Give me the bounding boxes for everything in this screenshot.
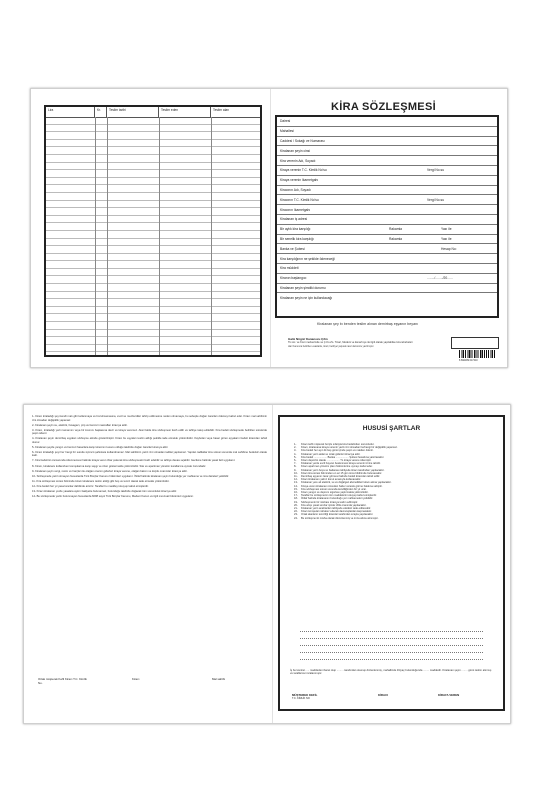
term-paragraph: 11- Kira sözleşmesi süresi bitiminde kiracı kiralananı teslim aldığı gibi boş ve temiz olarak iade etmekle yükümlüdür. (32, 479, 170, 483)
special-term-text: Kiracı kira süresi bitiminden en az 15 gün önce bildirimde bulunacaktır. (301, 471, 383, 475)
form-row-label: Kiralanan iş adresi (280, 217, 308, 222)
term-paragraph: 1- Kiracı kiraladığı şeyi kendi malı gibi kullanmaya ve bozulmamasına, evcil ve mecburdiler tahrip edilmesine neden olmamaya, bu sebeple doğan zararları ödemeyi kabul eder. Kiracı mal sahibinin izni olmadan değişiklik yapamaz. (32, 415, 267, 422)
witness-guarantor (292, 693, 317, 700)
special-terms-list (294, 443, 495, 520)
inventory-caption: Kiralanan şey bı benden teslim alınan demirbaş eşyanın beyanı (317, 322, 419, 326)
special-term-number: 22- (294, 510, 298, 514)
form-row (277, 156, 497, 166)
contract-back-sheet (23, 404, 511, 724)
term-paragraph: 12- Kira bedeli her yıl yasal oranlar dahilinde artırılır. Taraflar bu maddeyi okuyup kabul etmişlerdir. (32, 484, 149, 488)
special-term-text: Kiralanan yerin anahtarları tahliyede eksiksiz iade edilecektir. (301, 507, 371, 511)
form-row (277, 127, 497, 137)
term-paragraph: 8- Kiracı, kiralananı kullanırken komşularına karşı saygı ve özen göstermekle yükümlüdür. Site ve apartman yönetim kurallarına uymak zorundadır. (32, 464, 207, 468)
form-row-label: Dairesi (280, 119, 291, 124)
fold-line (272, 405, 273, 723)
term-paragraph: 10- Sözleşmede yazılı olmayan hususlarda Türk Borçlar Kanunu hükümleri uygulanır. İhtilaf halinde kiralanan şeyin bulunduğu yer mahkeme ve icra daireleri yetkilidir. (32, 474, 229, 478)
ledger-row (46, 299, 260, 307)
ledger-row (46, 216, 260, 224)
form-row-label: Kiracının T.C. Kimlik No'su (280, 197, 319, 202)
special-term-text: Ortak alanların temizliği kiracılar tarafından sırayla yapılacaktır. (301, 513, 374, 517)
form-row (277, 274, 497, 284)
ledger-header-deliverer: Teslim eden (159, 107, 211, 117)
blank-line (300, 645, 483, 647)
ledger-row (46, 239, 260, 247)
form-row-extra2: Yazı ile (441, 227, 452, 232)
special-term-number: 24- (294, 516, 298, 520)
special-term-text: Kira bedeli her ayın ilk beş günü içinde peşin ve nakden ödenir. (301, 449, 374, 453)
ledger-row (46, 337, 260, 345)
special-term-text: Kiracı komşuları rahatsız edecek davranışlardan kaçınacaktır. (301, 510, 372, 514)
ledger-row (46, 261, 260, 269)
blank-line (300, 652, 483, 654)
special-term-number: 16- (294, 491, 298, 495)
form-row (277, 254, 497, 264)
special-term-text: Sözleşmenin bir nüshası kiracıya teslim edilmiştir. (301, 500, 358, 504)
form-row (277, 137, 497, 147)
ledger-row (46, 201, 260, 209)
form-row-label: Kiracının İkametgahı (280, 207, 311, 212)
term-paragraph: 13- Kiracı kiralanan yerde yasalara aykırı faaliyette bulunamaz, bulunduğu takdirde doğacak tüm sorumluluk kiracıya aittir. (32, 489, 177, 493)
ledger-row (46, 292, 260, 300)
ledger-row (46, 307, 260, 315)
form-row-label: Kiralanan şeyin cinsi (280, 148, 311, 153)
form-row-extra2: Hesap No: (441, 246, 457, 251)
payment-ledger-table (44, 105, 262, 357)
ledger-row (46, 140, 260, 148)
form-row-label: Kira karşılığının ne şekilde ödeneceği (280, 256, 335, 261)
witness-tenant: KİRACI (378, 693, 388, 697)
form-row (277, 195, 497, 205)
term-paragraph: 3- Kiracı, kiraladığı yerin tamamını veya bir kısmını başkasına devir ve kiraya veremez. Aksi halde kira sözleşmesi fesih edilir ve tahliye talep edilebilir. Kira bedeli sözleşmede belirtilen sürelerde peşin ödenir. (32, 428, 267, 436)
ledger-header-lira: Lira (46, 107, 95, 117)
special-term-number: 12- (294, 478, 298, 482)
barcode-number: 8 692189 017410 (459, 358, 478, 362)
form-row (277, 186, 497, 196)
ledger-row (46, 125, 260, 133)
form-row-label: Kiralanan şeyin ne için kullanılacağı (280, 296, 333, 301)
form-row-label: Banka ve Şubesi (280, 246, 305, 251)
special-term-number: 2- (294, 446, 297, 450)
publisher-sub: Tic.sic. ve Kont merkezinde ve Ç.Ko.Zo. Ticari, Medeni ve Esnaf üye ile ilgili olarak yapılabilse kira iebeheleri (288, 341, 413, 344)
form-row-extra2: Yazı ile (441, 236, 452, 241)
term-paragraph: 4- Kiralanan şeyin demirbaş eşyaları sözleşme ekinde gösterilmiştir. Kiracı bu eşyaları teslim aldığı şekilde iade etmekle yükümlüdür. Kaybolan veya hasar gören eşyaların bedeli kiracıdan tahsil olunur. (32, 437, 267, 444)
witness-guarantor-title: MÜŞTEREK KEFİL (292, 693, 318, 697)
special-term-number: 5- (294, 455, 297, 459)
form-row-label: Kira müddeti (280, 266, 299, 271)
ledger-row (46, 178, 260, 186)
special-term-text: Kiracı apartman yönetim planı hükümlerine uymayı kabul eder. (301, 465, 373, 469)
special-term-number: 17- (294, 494, 298, 498)
blank-line (300, 638, 483, 640)
special-term-number: 23- (294, 513, 298, 517)
term-paragraph: 5- Kiralanan şeyde yangın ve benzeri hasarlara karşı kiracının kusuru olduğu takdirde doğan zararlar kiracıya aittir. (32, 445, 169, 449)
special-term-text: Kiracı kiralananı yalnız konut amacıyla kullanacaktır. (301, 478, 362, 482)
ledger-header-kr: Kr. (95, 107, 107, 117)
signature-tenant: Kiracı (132, 677, 140, 681)
stamp-box (451, 337, 499, 349)
closing-statement: İş bu kontrat ..... maddeden ibaret olup ......... tarafından okunup düzenlenmiş, mahallinde ihtiyaç bulunduğunda ........ maddedir. Kiralanan şeyin ........ günü teslim alınmış ve taraflarca imzalanmıştır. (290, 669, 492, 676)
term-paragraph: 6- Kiracı kiraladığı şeyi her hangi bir suretle üçüncü şahıslara kullandıramaz. Mal sahibinin yazılı izni olmadan tadilat yapılamaz. Yapılan tadilatlar kira süresi sonunda mal sahibine bedelsiz olarak kalır. (32, 450, 267, 458)
publisher-block (275, 334, 499, 360)
form-row-label: Kiraya verenin İkametgahı (280, 178, 319, 183)
form-row-label: Bir senelik kira karşılığı (280, 236, 314, 241)
ledger-row (46, 155, 260, 163)
special-term-number: 7- (294, 462, 297, 466)
special-term-text: İhtilaf halinde kiralananın bulunduğu yer mahkemeleri yetkilidir. (301, 497, 374, 501)
special-term-text: Kiracı depozito olarak .................. TL kiraya verene ödemiştir. (301, 459, 372, 463)
special-term-number: 3- (294, 449, 297, 453)
ledger-row (46, 193, 260, 201)
ledger-row (46, 185, 260, 193)
form-row-extra: ......../......../20...... (427, 276, 453, 281)
special-term-number: 1- (294, 443, 297, 446)
form-row-label: Kiranın başlangıcı (280, 276, 307, 281)
ledger-row (46, 345, 260, 353)
ledger-row (46, 163, 260, 171)
form-row-label: Kiracının Adı, Soyadı (280, 187, 311, 192)
special-term-text: Kiralanan yere ait elektrik, su ve doğalgaz abonelikleri kiracı adına yapılacaktır. (301, 481, 392, 485)
form-row-extra: Vergi No.su (427, 197, 445, 202)
ledger-row (46, 254, 260, 262)
form-row (277, 235, 497, 245)
form-row (277, 284, 497, 294)
special-terms-box (278, 415, 505, 711)
special-term-number: 19- (294, 500, 298, 504)
blank-line (300, 659, 483, 661)
special-term-number: 9- (294, 468, 297, 472)
form-row (277, 146, 497, 156)
ledger-row (46, 117, 260, 125)
special-term-number: 4- (294, 452, 297, 456)
special-terms-title: HUSUSİ ŞARTLAR (362, 425, 421, 432)
blank-line (300, 631, 483, 633)
ledger-row (46, 231, 260, 239)
term-paragraph: 9- Kiralanan şeyin vergi, resim ve harçları ile olağan onarım giderleri kiraya verene, olağan bakım ve küçük onarımlar kiracıya aittir. (32, 469, 188, 473)
ledger-row (46, 314, 260, 322)
special-term-text: Kira sözleşmesi süresi sonunda kendiliğinden bir yıl uzar. (301, 487, 367, 491)
term-paragraph: 14- Bu sözleşmede yazılı bulunmayan hususlarda 6098 sayılı Türk Borçlar Kanunu, Medeni Kanun ve ilgili mevzuat hükümleri uygulanır. (32, 494, 194, 498)
special-term-text: Kira bedeli .................. Banka .................. Şubesi hesabına yatırılacaktır. (301, 455, 385, 459)
witness-guarantor-id: T.C. KİMLİK NO (292, 697, 310, 700)
special-term-text: Kiralanan yerde evcil hayvan beslenmesi kiraya verenin iznine tabidir. (301, 462, 381, 466)
special-term-text: Kiracı, kiralanana kiraya verenin yazılı izni olmadan herhangi bir değişiklik yapamaz. (301, 446, 398, 450)
special-term-number: 13- (294, 481, 298, 485)
ledger-header-receiver: Teslim alan (213, 108, 229, 112)
ledger-row (46, 170, 260, 178)
form-row-label: Caddesi / Sokağı ve Numarası (280, 138, 325, 143)
special-term-number: 11- (294, 475, 298, 479)
special-term-number: 18- (294, 497, 298, 501)
form-row (277, 264, 497, 274)
form-row (277, 244, 497, 254)
special-term-number: 8- (294, 465, 297, 469)
special-term-text: Kiracı kefil müşterek borçlu sıfatıyla kira bedelinden sorumludur. (301, 443, 375, 446)
form-row-label: Bir aylık kira karşılığı (280, 227, 311, 232)
witness-landlord: KİRAYA VEREN (438, 693, 460, 697)
ledger-row (46, 269, 260, 277)
special-term-number: 14- (294, 484, 298, 488)
ledger-row (46, 246, 260, 254)
signature-guarantor: Ortak müşterek Kefil Kiracı T.C. Kimlik No. (38, 677, 87, 685)
special-term-number: 15- (294, 487, 298, 491)
contract-form-table (275, 115, 499, 318)
special-term-number: 6- (294, 459, 297, 463)
ledger-header-date: Teslim tarihi (107, 107, 159, 117)
special-term-text: Demirbaş eşyanın zarar görmesi halinde bedeli kiracıdan tahsil edilir. (301, 475, 381, 479)
form-row (277, 293, 497, 303)
fold-line (270, 89, 271, 367)
form-row-extra: Rakamla (389, 236, 403, 241)
term-paragraph: 7- Kira bedelinin zamanında ödenmemesi halinde kiraya veren ihtar çekerek kira sözleşmesini fesih edebilir ve tahliye davası açabilir. Gecikme halinde yasal faiz uygulanır. (32, 459, 236, 463)
barcode-icon (459, 350, 495, 358)
form-row (277, 225, 497, 235)
form-row-label: Kiralanan şeyin şimdiki durumu (280, 285, 326, 290)
general-terms (32, 415, 267, 713)
ledger-row (46, 208, 260, 216)
special-term-item (294, 517, 495, 520)
special-term-text: Kiraya veren kiralananı önceden haber vererek görme hakkına sahiptir. (301, 484, 383, 488)
special-term-text: Kiralanan yerin boya ve badanası tahliyede kiracı tarafından yapılacaktır. (301, 468, 385, 472)
form-row-label: Mahallesi (280, 129, 294, 134)
special-term-text: Kiralanan yerin aidat ve ortak giderleri kiracıya aittir. (301, 452, 361, 456)
form-row-label: Kira verenin Adı, Soyadı (280, 158, 316, 163)
special-term-number: 20- (294, 503, 298, 507)
form-row (277, 205, 497, 215)
contract-front-sheet (30, 88, 508, 368)
ledger-row (46, 330, 260, 338)
special-term-number: 10- (294, 471, 298, 475)
form-row-extra: Rakamla (389, 227, 403, 232)
form-row-extra: Vergi No.su (427, 168, 445, 173)
form-row (277, 215, 497, 225)
special-term-text: Kira artışı yasal sınırlar içinde ÜFE oranında yapılacaktır. (301, 503, 367, 507)
ledger-row (46, 132, 260, 140)
form-row (277, 176, 497, 186)
special-term-number: 21- (294, 507, 298, 511)
ledger-row (46, 223, 260, 231)
ledger-row (46, 147, 260, 155)
signature-owner: Mal sahibi (212, 677, 226, 681)
publisher-label: Galiz Nirgiz/ Kananozu Ç2m (288, 337, 328, 341)
special-term-text: Kiracı yangın ve deprem sigortası yaptırmakla yükümlüdür. (301, 491, 369, 495)
form-row (277, 117, 497, 127)
term-paragraph: 2- Kiralanan şeyin su, elektrik, havagazı, çöp ve benzeri masrafları kiracıya aittir. (32, 423, 128, 427)
special-term-text: Taraflar bu sözleşmenin tüm maddelerini okuyup kabul etmişlerdir. (301, 494, 377, 498)
publisher-note: dan Kanunca belirtilen esaslarla, ticari, beldiyel yapısal nasıl damsüze yazılmıştır. (288, 345, 375, 348)
ledger-row (46, 322, 260, 330)
special-term-text: Bu sözleşme iki nüsha olarak düzenlenmiş ve imza altına alınmıştır. (301, 516, 379, 520)
form-title: KİRA SÖZLEŞMESİ (331, 101, 436, 113)
form-row (277, 166, 497, 176)
form-row-label: Kiraya verenin T.C. Kimlik No'su (280, 168, 327, 173)
ledger-row (46, 284, 260, 292)
ledger-rows (46, 117, 260, 355)
ledger-row (46, 276, 260, 284)
